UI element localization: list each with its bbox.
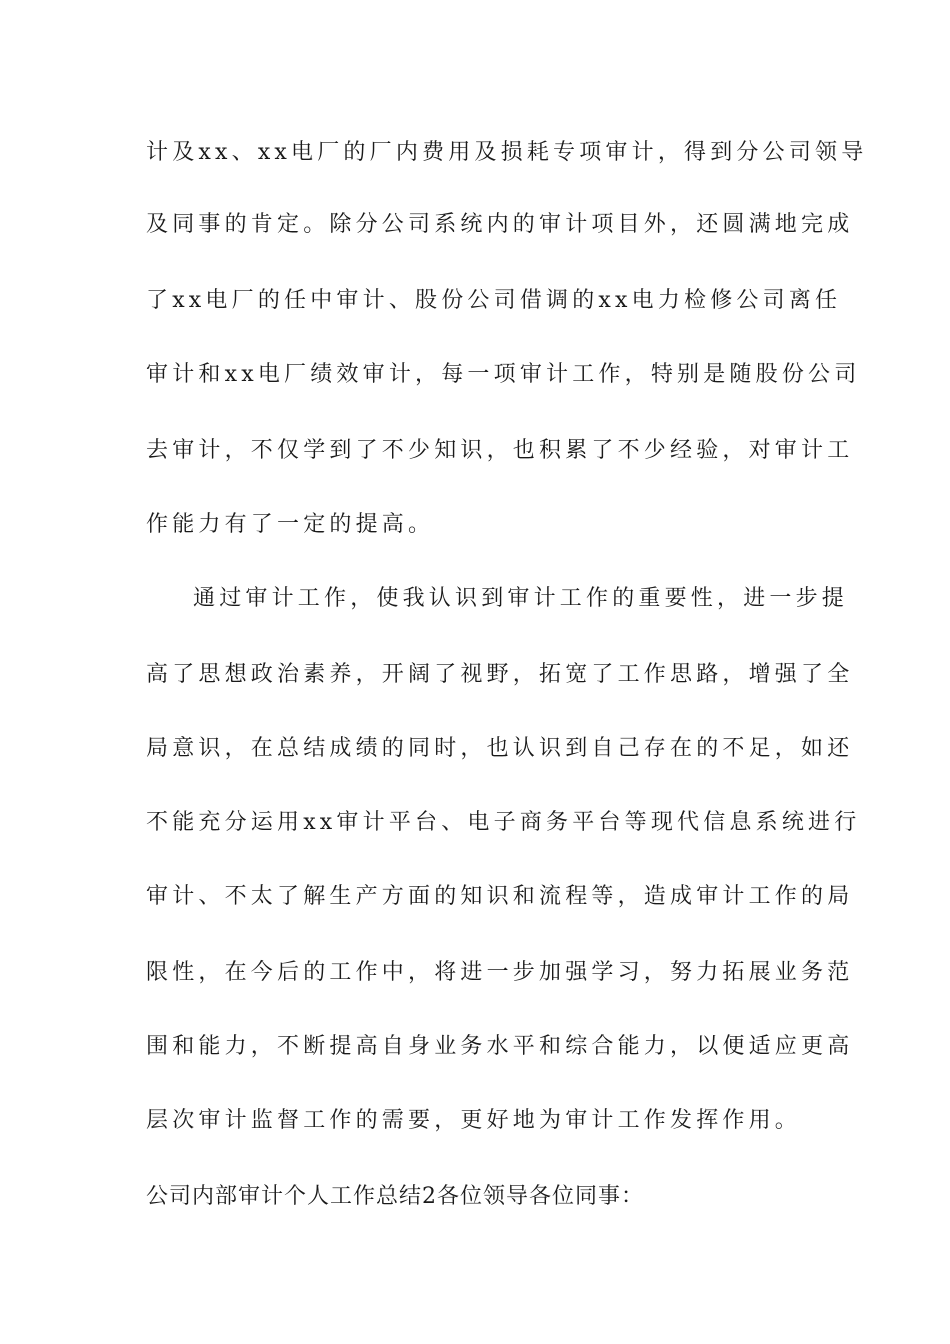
paragraph-2-line-8: 层次审计监督工作的需要，更好地为审计工作发挥作用。 xyxy=(146,1108,802,1133)
paragraph-line-1: 计及xx、xx电厂的厂内费用及损耗专项审计，得到分公司领导 xyxy=(146,140,868,165)
section-heading: 公司内部审计个人工作总结2各位领导各位同事： xyxy=(146,1184,644,1209)
paragraph-line-4: 审计和xx电厂绩效审计，每一项审计工作，特别是随股份公司 xyxy=(146,362,861,387)
paragraph-2-line-2: 高了思想政治素养，开阔了视野，拓宽了工作思路，增强了全 xyxy=(146,662,854,687)
paragraph-line-6: 作能力有了一定的提高。 xyxy=(146,512,435,537)
paragraph-line-5: 去审计，不仅学到了不少知识，也积累了不少经验，对审计工 xyxy=(146,438,854,463)
paragraph-2-line-5: 审计、不太了解生产方面的知识和流程等，造成审计工作的局 xyxy=(146,884,854,909)
paragraph-line-2: 及同事的肯定。除分公司系统内的审计项目外，还圆满地完成 xyxy=(146,212,854,237)
paragraph-2-line-7: 围和能力，不断提高自身业务水平和综合能力，以便适应更高 xyxy=(146,1034,854,1059)
paragraph-2-line-3: 局意识，在总结成绩的同时，也认识到自己存在的不足，如还 xyxy=(146,736,854,761)
paragraph-2-line-6: 限性，在今后的工作中，将进一步加强学习，努力拓展业务范 xyxy=(146,960,854,985)
paragraph-2-line-1: 通过审计工作，使我认识到审计工作的重要性，进一步提 xyxy=(193,586,849,611)
paragraph-line-3: 了xx电厂的任中审计、股份公司借调的xx电力检修公司离任 xyxy=(146,288,842,313)
paragraph-2-line-4: 不能充分运用xx审计平台、电子商务平台等现代信息系统进行 xyxy=(146,810,861,835)
